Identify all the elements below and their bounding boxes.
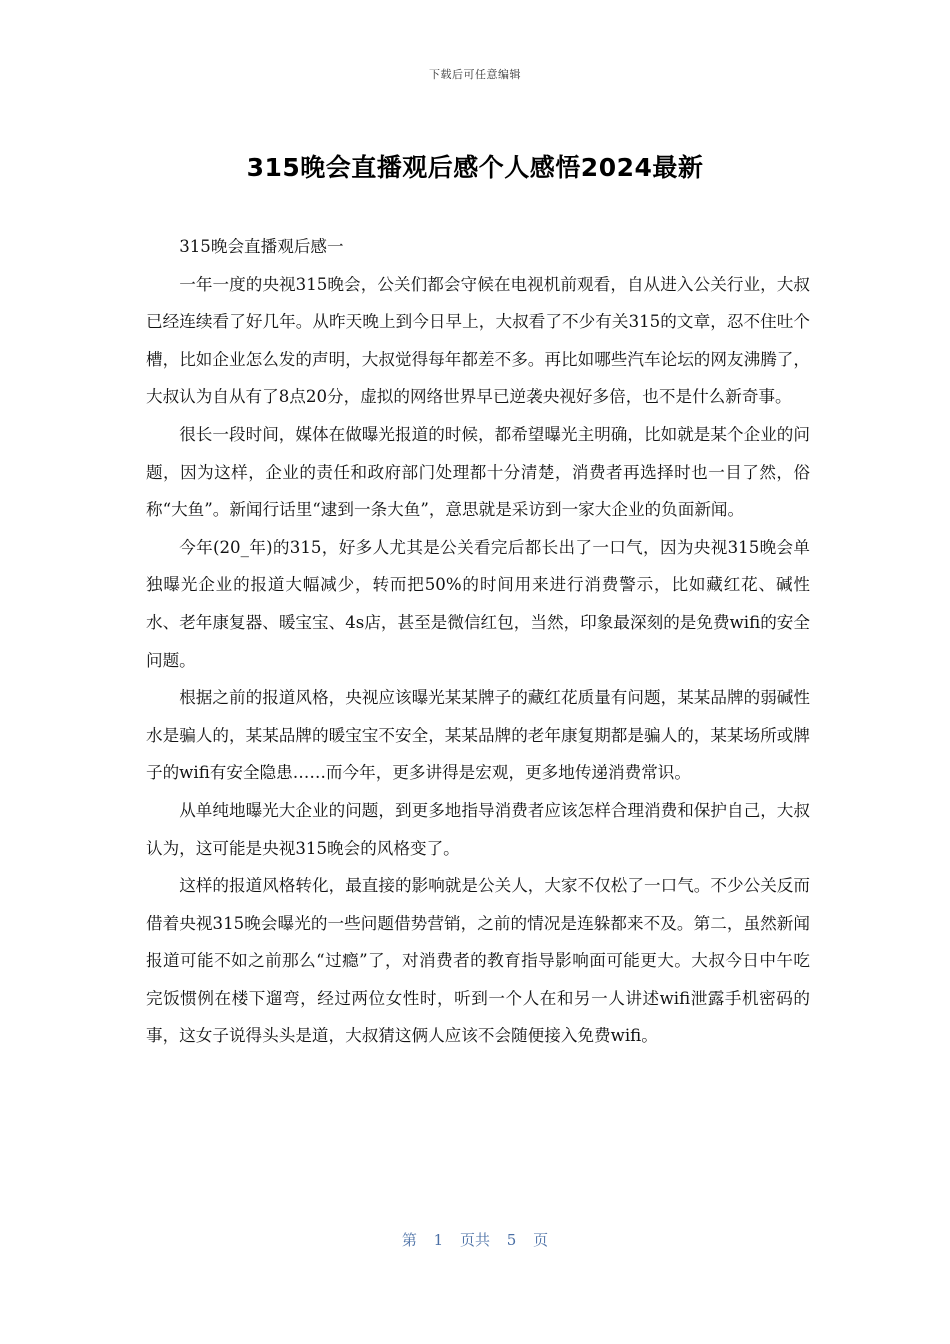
- document-title: 315晚会直播观后感个人感悟2024最新: [246, 153, 704, 182]
- footer-page-suffix: 页: [533, 1231, 549, 1249]
- footer-page-number: 1: [433, 1231, 444, 1249]
- footer-total-prefix: 页共: [459, 1231, 490, 1249]
- footer-total-pages: 5: [506, 1231, 517, 1249]
- body-paragraph: 这样的报道风格转化，最直接的影响就是公关人，大家不仅松了一口气。不少公关反而借着央视315晚会曝光的一些问题借势营销，之前的情况是连躲都来不及。第二，虽然新闻报道可能不如之前那么“过瘾”了，对消费者的教育指导影响面可能更大。大叔今日中午吃完饭惯例在楼下遛弯，经过两位女性时，听到一个人在和另一人讲述wifi泄露手机密码的事，这女子说得头头是道，大叔猜这俩人应该不会随便接入免费wifi。: [146, 876, 810, 1046]
- page-footer: [0, 1229, 950, 1250]
- body-paragraph: 根据之前的报道风格，央视应该曝光某某牌子的藏红花质量有问题，某某品牌的弱碱性水是骗人的，某某品牌的暖宝宝不安全，某某品牌的老年康复期都是骗人的，某某场所或牌子的wifi有安全隐患……而今年，更多讲得是宏观，更多地传递消费常识。: [146, 688, 810, 783]
- body-paragraph: 很长一段时间，媒体在做曝光报道的时候，都希望曝光主明确，比如就是某个企业的问题，因为这样，企业的责任和政府部门处理都十分清楚，消费者再选择时也一目了然，俗称“大鱼”。新闻行话里“逮到一条大鱼”，意思就是采访到一家大企业的负面新闻。: [146, 424, 810, 520]
- page-header-note: 下载后可任意编辑: [429, 68, 521, 81]
- footer-page-word: 第: [401, 1231, 417, 1249]
- document-body: [146, 228, 810, 1055]
- body-paragraph: 今年(20_年)的315，好多人尤其是公关看完后都长出了一口气，因为央视315晚会单独曝光企业的报道大幅减少，转而把50%的时间用来进行消费警示，比如藏红花、碱性水、老年康复器、暖宝宝、4s店，甚至是微信红包，当然，印象最深刻的是免费wifi的安全问题。: [146, 537, 810, 670]
- body-paragraph: 从单纯地曝光大企业的问题，到更多地指导消费者应该怎样合理消费和保护自己，大叔认为，这可能是央视315晚会的风格变了。: [146, 800, 810, 858]
- body-paragraph: 一年一度的央视315晚会，公关们都会守候在电视机前观看，自从进入公关行业，大叔已经连续看了好几年。从昨天晚上到今日早上，大叔看了不少有关315的文章，忍不住吐个槽，比如企业怎么发的声明，大叔觉得每年都差不多。再比如哪些汽车论坛的网友沸腾了，大叔认为自从有了8点20分，虚拟的网络世界早已逆袭央视好多倍，也不是什么新奇事。: [146, 274, 810, 407]
- body-paragraph: 315晚会直播观后感一: [179, 237, 344, 256]
